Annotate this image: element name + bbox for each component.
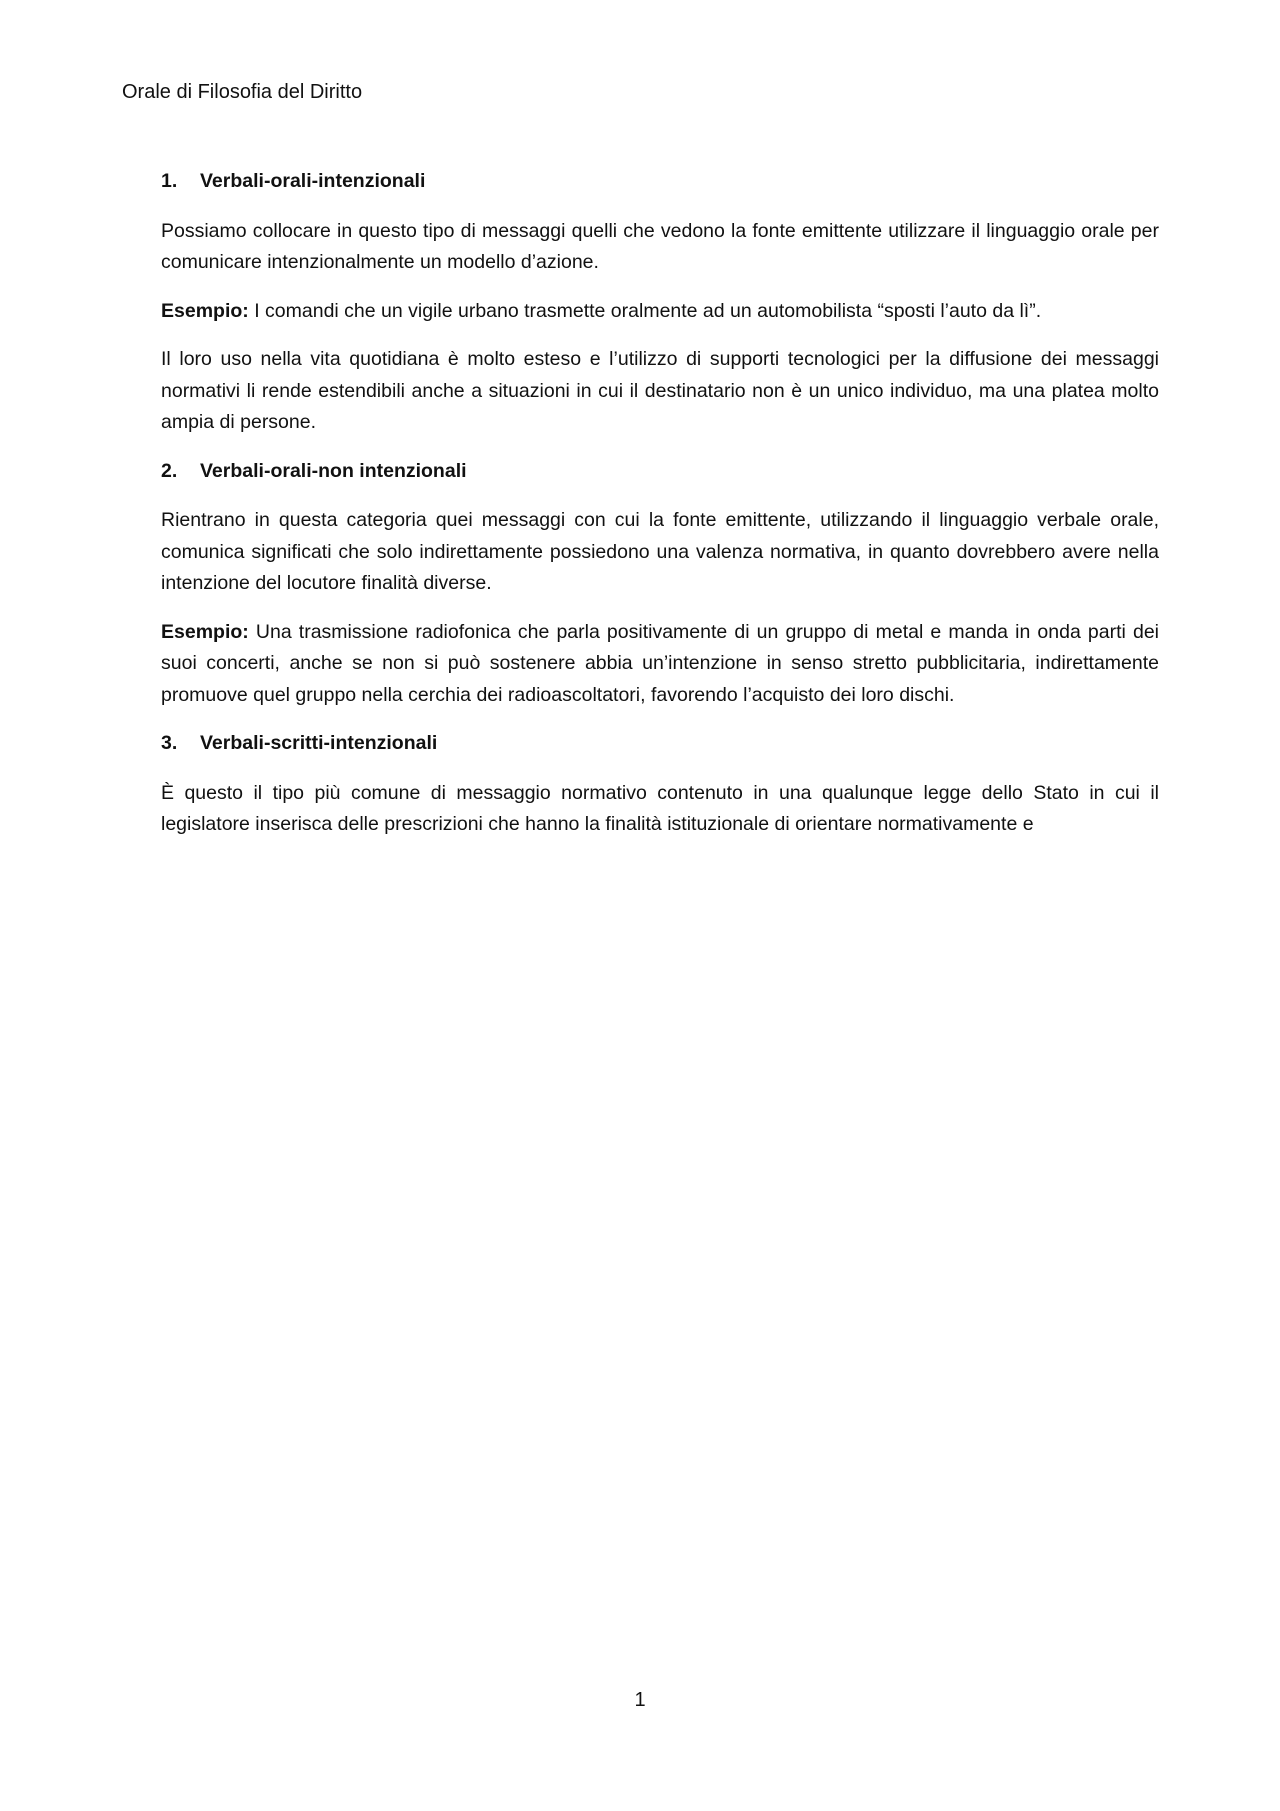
section-2-example [161,617,1159,712]
example-text: Una trasmissione radiofonica che parla positivamente di un gruppo di metal e manda in onda parti dei suoi concerti, anche se non si può sostenere abbia un’intenzione in senso stretto pubblicitaria, indirettamente promuove quel gruppo nella cerchia dei radioascoltatori, favorendo l’acquisto dei loro dischi. [161,620,1159,706]
section-heading-2 [161,456,1159,488]
section-1-example [161,296,1159,328]
page-header-title: Orale di Filosofia del Diritto [122,81,363,103]
example-label: Esempio: [161,299,249,322]
section-heading-3 [161,728,1159,760]
section-number: 2. [161,459,178,482]
section-title: Verbali-scritti-intenzionali [200,732,438,754]
section-1-paragraph: Possiamo collocare in questo tipo di messaggi quelli che vedono la fonte emittente utilizzare il linguaggio orale per comunicare intenzionalmente un modello d’azione. [161,219,1159,273]
section-heading-1 [161,166,1159,198]
section-title: Verbali-orali-non intenzionali [200,459,467,482]
page-number: 1 [634,1689,646,1711]
section-number: 1. [161,170,178,192]
example-label: Esempio: [161,620,249,643]
section-3-paragraph: È questo il tipo più comune di messaggio normativo contenuto in una qualunque legge dello Stato in cui il legislatore inserisca delle prescrizioni che hanno la finalità istituzionale di orientare normativamente e [161,781,1159,835]
section-title: Verbali-orali-intenzionali [200,170,426,192]
section-number: 3. [161,732,178,754]
example-text: I comandi che un vigile urbano trasmette oralmente ad un automobilista “sposti l’auto da lì”. [248,299,1042,322]
section-1-paragraph-2: Il loro uso nella vita quotidiana è molto esteso e l’utilizzo di supporti tecnologici per la diffusione dei messaggi normativi li rende estendibili anche a situazioni in cui il destinatario non è un unico individuo, ma una platea molto ampia di persone. [161,348,1159,433]
document-body [161,166,1159,858]
section-2-paragraph: Rientrano in questa categoria quei messaggi con cui la fonte emittente, utilizzando il linguaggio verbale orale, comunica significati che solo indirettamente possiedono una valenza normativa, in quanto dovrebbero avere nella intenzione del locutore finalità diverse. [161,509,1159,594]
